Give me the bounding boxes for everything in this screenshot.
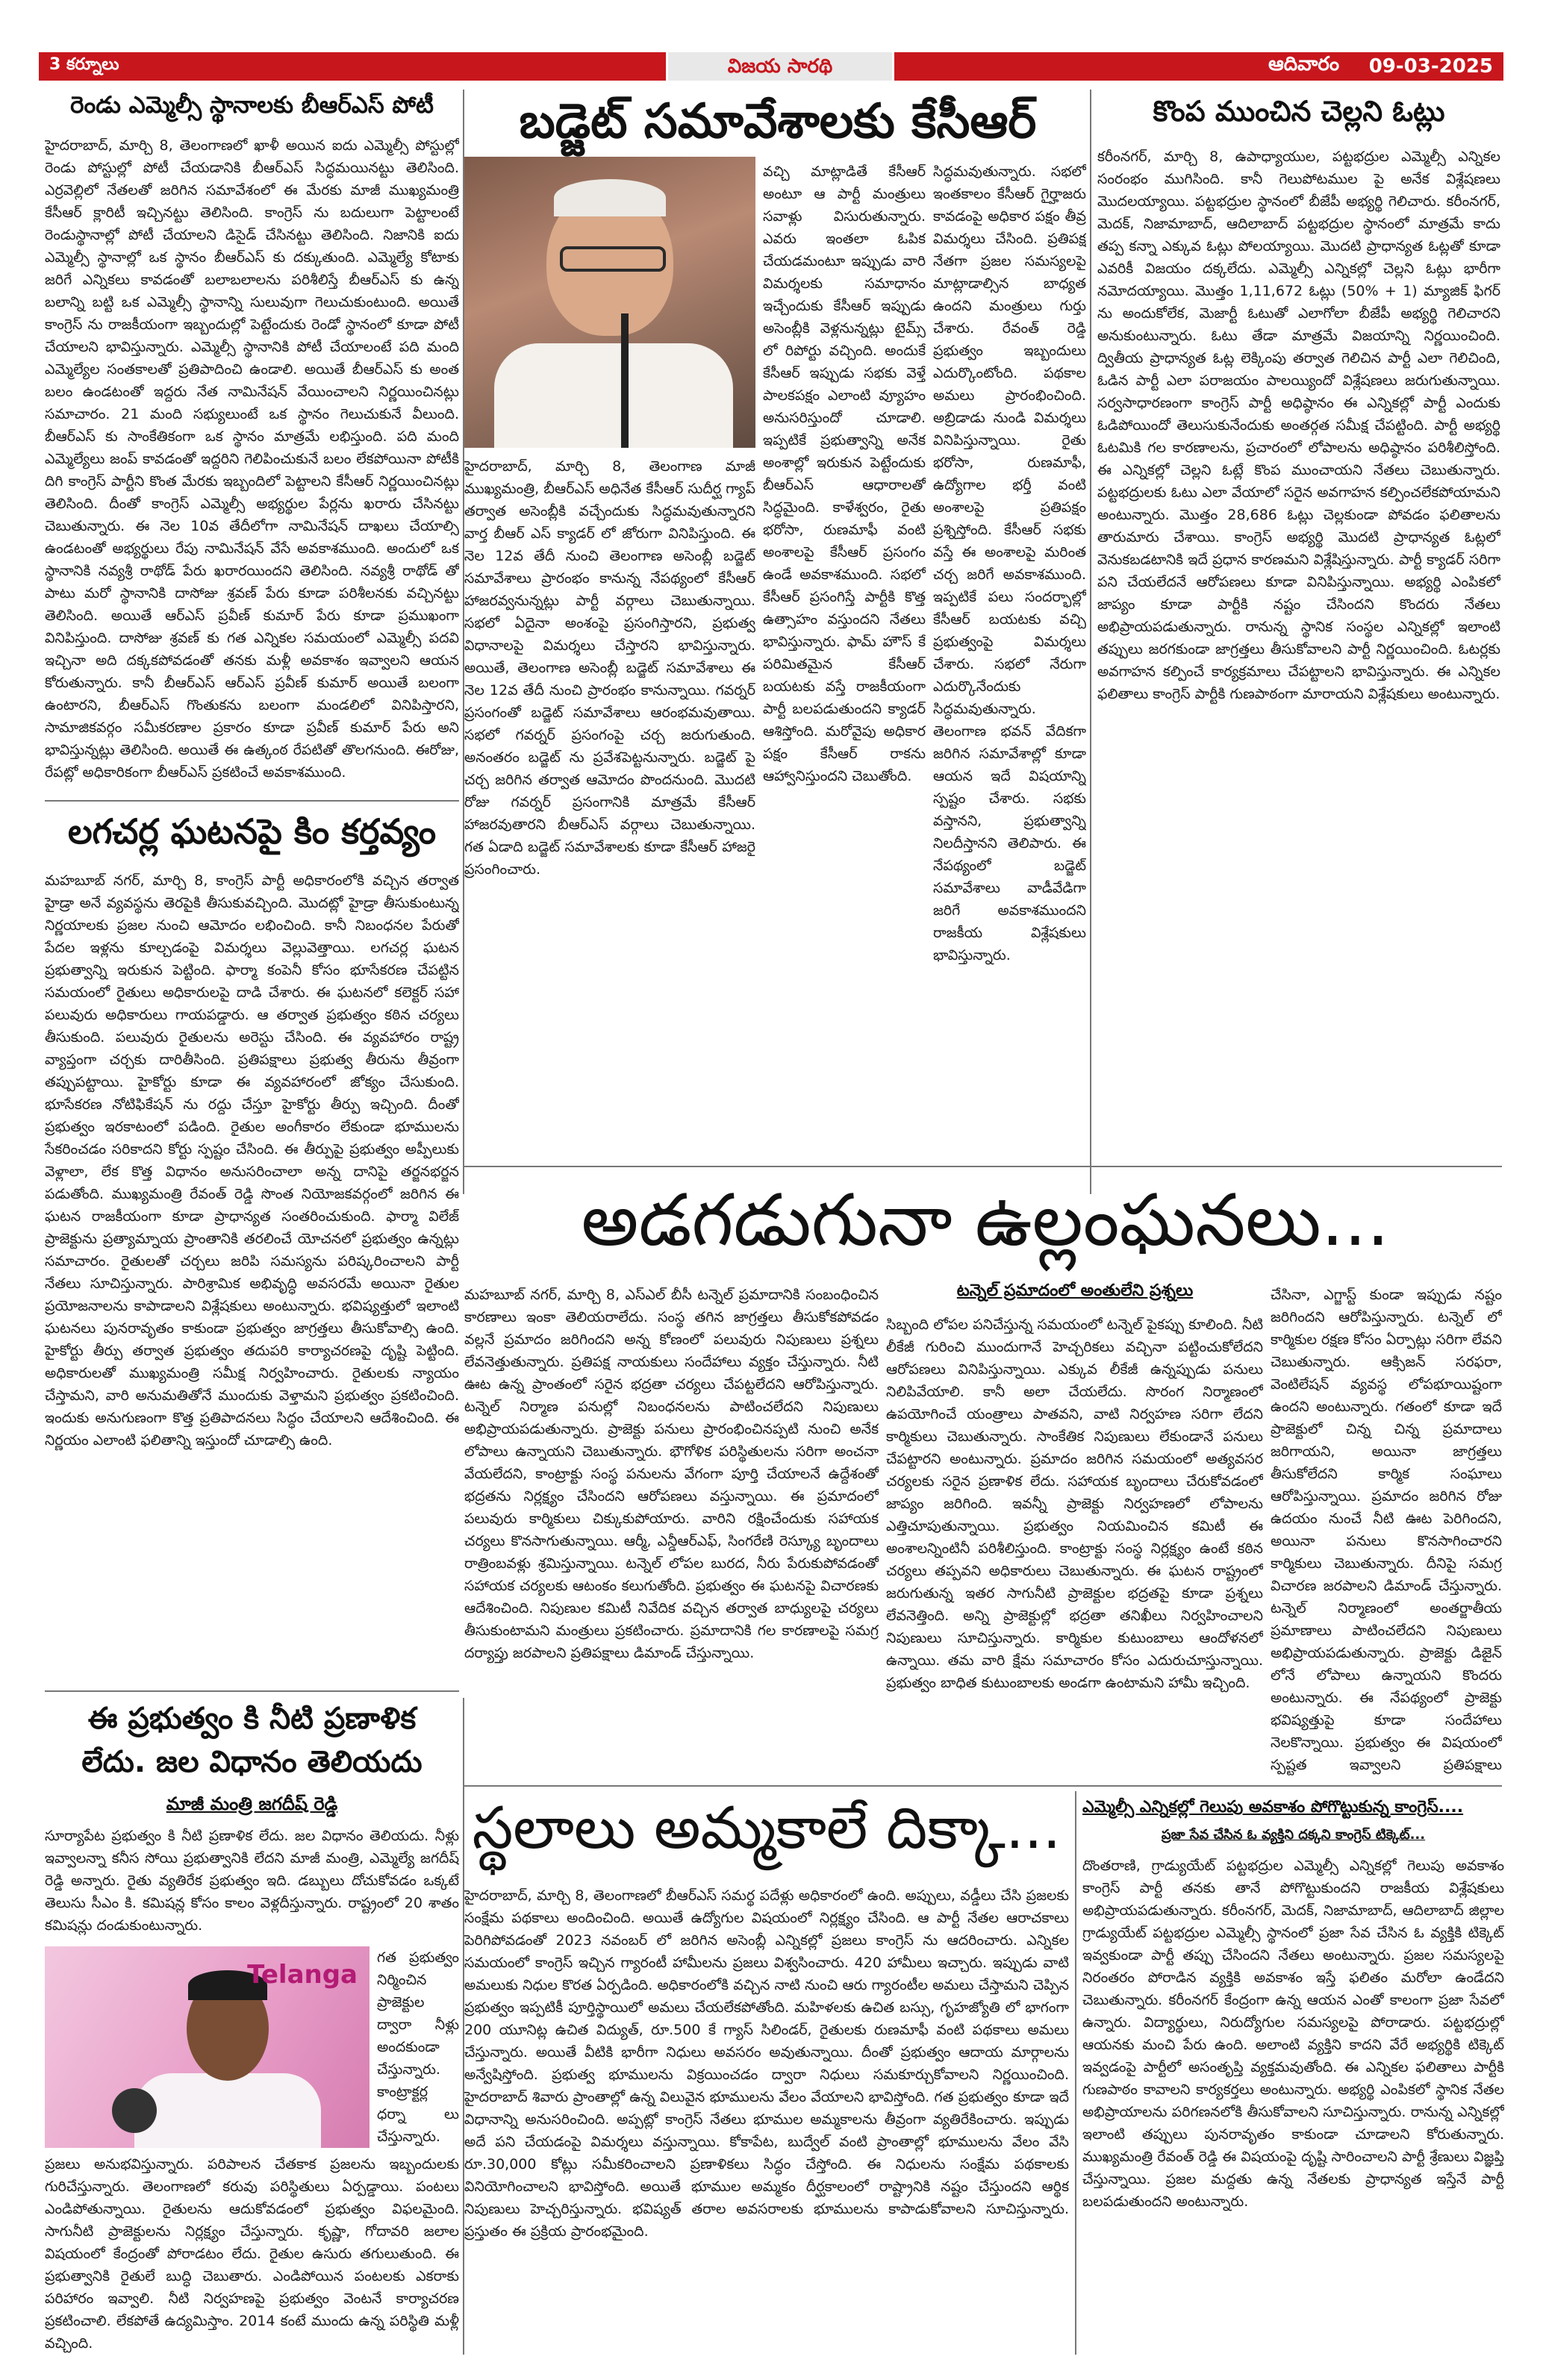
section-rule: [45, 1690, 459, 1692]
masthead-bar: [39, 52, 1503, 81]
jagadish-reddy-photo: [45, 1946, 370, 2148]
article-3-headline: కొంప ముంచిన చెల్లని ఓట్లు: [1153, 95, 1445, 128]
issue-date: 09-03-2025: [1368, 55, 1493, 78]
article-2-body-mid: వచ్చి మాట్లాడితే కేసీఆర్ అంటూ ఆ పార్టీ మంత్రులు సవాళ్లు విసురుతున్నారు. ఎవరు ఇంతలా ఓపిక చేయడమంటూ ఇప్పుడు వారి విమర్శలకు సమాధానం ఇచ్చేందుకు కేసీఆర్ ఇప్పుడు అసెంబ్లీకి వెళ్లనున్నట్లు టైమ్స్ లో రిపోర్టు వచ్చింది. అందుకే కేసీఆర్ ఇప్పుడు సభకు వెళ్తే పాలకపక్షం ఎలాంటి వ్యూహం అనుసరిస్తుందో చూడాలి. ఇప్పటికే ప్రభుత్వాన్ని అనేక అంశాల్లో ఇరుకున పెట్టేందుకు బీఆర్ఎస్ ఆధారాలతో సిద్ధమైంది. కాళేశ్వరం, రైతు భరోసా, రుణమాఫీ వంటి అంశాలపై కేసీఆర్ ప్రసంగం ఉండే అవకాశముంది. సభలో కేసీఆర్ ప్రసంగిస్తే పార్టీకి కొత్త ఉత్సాహం వస్తుందని నేతలు భావిస్తున్నారు. ఫామ్ హౌస్ కే పరిమితమైన కేసీఆర్ బయటకు వస్తే రాజకీయంగా పార్టీ బలపడుతుందని క్యాడర్ ఆశిస్తోంది. మరోవైపు అధికార పక్షం కేసీఆర్ రాకను ఆహ్వానిస్తుందని చెబుతోంది.: [763, 163, 926, 784]
article-7-body: హైదరాబాద్, మార్చి 8, తెలంగాణలో బీఆర్ఎస్ సమర్థ పదేళ్లు అధికారంలో ఉంది. అప్పులు, వడ్డీలు చేసి ప్రజలకు సంక్షేమ పథకాలు అందించింది. అయితే ఉద్యోగుల విషయంలో నిర్లక్ష్యం చేసింది. ఆ పార్టీ నేతల ఆరాచకాలు పెరిగిపోవడంతో 2023 నవంబర్ లో జరిగిన అసెంబ్లీ ఎన్నికల్లో ప్రజలు కాంగ్రెస్ ను ఆదరించారు. ఎన్నికల సమయంలో కాంగ్రెస్ ఇచ్చిన గ్యారంటీ హామీలను ప్రజలు విశ్వసించారు. 420 హామీలు ఇచ్చారు. ఇప్పుడు వాటి అమలుకు నిధుల కొరత ఏర్పడింది. అధికారంలోకి వచ్చిన నాటి నుంచి ఆరు గ్యారంటీల అమలు చేస్తామని చెప్పిన ప్రభుత్వం ఇప్పటికీ పూర్తిస్థాయిలో అమలు చేయలేకపోతోంది. మహిళలకు ఉచిత బస్సు, గృహజ్యోతి లో భాగంగా 200 యూనిట్ల ఉచిత విద్యుత్, రూ.500 కే గ్యాస్ సిలిండర్, రైతులకు రుణమాఫీ వంటి పథకాలు అమలు చేస్తున్నారు. అయితే వీటికి భారీగా నిధులు అవసరం అవుతున్నాయి. దీంతో ప్రభుత్వం ఆదాయ మార్గాలను అన్వేషిస్తోంది. ప్రభుత్వ భూములను విక్రయించడం ద్వారా నిధులు సమకూర్చుకోవాలని నిర్ణయించింది. హైదరాబాద్ శివారు ప్రాంతాల్లో ఉన్న విలువైన భూములను వేలం వేయాలని భావిస్తోంది. గత ప్రభుత్వం కూడా ఇదే విధానాన్ని అనుసరించింది. అప్పట్లో కాంగ్రెస్ నేతలు భూముల అమ్మకాలను తీవ్రంగా వ్యతిరేకించారు. ఇప్పుడు అదే పని చేయడంపై విమర్శలు వస్తున్నాయి. కోకాపేట, బుద్వేల్ వంటి ప్రాంతాల్లో భూములను వేలం వేసి రూ.30,000 కోట్లు సమీకరించాలని ప్రణాళికలు సిద్ధం చేస్తోంది. ఈ నిధులను సంక్షేమ పథకాలకు వినియోగించాలని భావిస్తోంది. అయితే భూముల అమ్మకం దీర్ఘకాలంలో రాష్ట్రానికి నష్టం చేస్తుందని ఆర్థిక నిపుణులు హెచ్చరిస్తున్నారు. భవిష్యత్ తరాల అవసరాలకు భూములను కాపాడుకోవాలని సూచిస్తున్నారు. ప్రస్తుతం ఈ ప్రక్రియ ప్రారంభమైంది.: [464, 1887, 1069, 2240]
article-6-body-top: సూర్యాపేట ప్రభుత్వం కి నీటి ప్రణాళిక లేదు. జల విధానం తెలియదు. నీళ్లు ఇవ్వాలన్నా కనీస సోయి ప్రభుత్వానికి లేదని మాజీ మంత్రి, ఎమ్మెల్యే జగదీష్ రెడ్డి అన్నారు. రైతు వ్యతిరేక ప్రభుత్వం ఇది. డబ్బులు దోచుకోవడం ఒక్కటే తెలుసు సీఎం కి. కమిషన్ల కోసం కాలం వెళ్లదీస్తున్నారు. రాష్ట్రంలో 20 శాతం కమిషన్లు దండుకుంటున్నారు.: [45, 1828, 459, 1934]
section-rule: [45, 800, 459, 802]
article-5-body-left: మహబూబ్ నగర్, మార్చి 8, ఎస్ఎల్ బీసీ టన్నెల్ ప్రమాదానికి సంబంధించిన కారణాలు ఇంకా తెలియరాలేదు. సంస్థ తగిన జాగ్రత్తలు తీసుకోకపోవడం వల్లనే ప్రమాదం జరిగిందని అన్న కోణంలో పలువురు నిపుణులు ప్రశ్నలు లేవనెత్తుతున్నారు. ప్రతిపక్ష నాయకులు సందేహాలు వ్యక్తం చేస్తున్నారు. నీటి ఊట ఉన్న ప్రాంతంలో సరైన భద్రతా చర్యలు చేపట్టలేదని ఆరోపిస్తున్నారు. టన్నెల్ నిర్మాణ పనుల్లో నిబంధనలను పాటించలేదని నిపుణులు అభిప్రాయపడుతున్నారు. ప్రాజెక్టు పనులు ప్రారంభించినప్పటి నుంచి అనేక లోపాలు ఉన్నాయని చెబుతున్నారు. భౌగోళిక పరిస్థితులను సరిగా అంచనా వేయలేదని, కాంట్రాక్టు సంస్థ పనులను వేగంగా పూర్తి చేయాలనే ఉద్దేశంతో భద్రతను నిర్లక్ష్యం చేసిందని ఆరోపణలు వస్తున్నాయి. ఈ ప్రమాదంలో పలువురు కార్మికులు చిక్కుకుపోయారు. వారిని రక్షించేందుకు సహాయక చర్యలు కొనసాగుతున్నాయి. ఆర్మీ, ఎన్డీఆర్ఎఫ్, సింగరేణి రెస్క్యూ బృందాలు రాత్రింబవళ్లు శ్రమిస్తున్నాయి. టన్నెల్ లోపల బురద, నీరు పేరుకుపోవడంతో సహాయక చర్యలకు ఆటంకం కలుగుతోంది. ప్రభుత్వం ఈ ఘటనపై విచారణకు ఆదేశించింది. నిపుణుల కమిటీ నివేదిక వచ్చిన తర్వాత బాధ్యులపై చర్యలు తీసుకుంటామని మంత్రులు ప్రకటించారు. ప్రమాదానికి గల కారణాలపై సమగ్ర దర్యాప్తు జరపాలని ప్రతిపక్షాలు డిమాండ్ చేస్తున్నాయి.: [464, 1287, 879, 1661]
article-6-body-side: గత ప్రభుత్వం నిర్మించిన ప్రాజెక్టుల ద్వారా నీళ్లు అందకుండా చేస్తున్నారు. కాంట్రాక్టర్ల ధర్నా లు చేస్తున్నారు.: [377, 1949, 459, 2145]
article-4-body: మహబూబ్ నగర్, మార్చి 8, కాంగ్రెస్ పార్టీ అధికారంలోకి వచ్చిన తర్వాత హైడ్రా అనే వ్యవస్థను తెరపైకి తీసుకువచ్చింది. మొదట్లో హైడ్రా తీసుకుంటున్న నిర్ణయాలకు ప్రజల నుంచి ఆమోదం లభించింది. కానీ నిబంధనల పేరుతో పేదల ఇళ్లను కూల్చడంపై విమర్శలు వెల్లువెత్తాయి. లగచర్ల ఘటన ప్రభుత్వాన్ని ఇరుకున పెట్టింది. ఫార్మా కంపెనీ కోసం భూసేకరణ చేపట్టిన సమయంలో రైతులు అధికారులపై దాడి చేశారు. ఈ ఘటనలో కలెక్టర్ సహా పలువురు అధికారులు గాయపడ్డారు. ఆ తర్వాత ప్రభుత్వం కఠిన చర్యలు తీసుకుంది. పలువురు రైతులను అరెస్టు చేసింది. ఈ వ్యవహారం రాష్ట్ర వ్యాప్తంగా చర్చకు దారితీసింది. ప్రతిపక్షాలు ప్రభుత్వ తీరును తీవ్రంగా తప్పుపట్టాయి. హైకోర్టు కూడా ఈ వ్యవహారంలో జోక్యం చేసుకుంది. భూసేకరణ నోటిఫికేషన్ ను రద్దు చేస్తూ హైకోర్టు తీర్పు ఇచ్చింది. దీంతో ప్రభుత్వం ఇరకాటంలో పడింది. రైతుల అంగీకారం లేకుండా భూములను సేకరించడం సరికాదని కోర్టు స్పష్టం చేసింది. ఈ తీర్పుపై ప్రభుత్వం అప్పీలుకు వెళ్లాలా, లేక కొత్త విధానం అనుసరించాలా అన్న దానిపై తర్జనభర్జన పడుతోంది. ముఖ్యమంత్రి రేవంత్ రెడ్డి సొంత నియోజకవర్గంలో జరిగిన ఈ ఘటన రాజకీయంగా కూడా ప్రాధాన్యత సంతరించుకుంది. ఫార్మా విలేజ్ ప్రాజెక్టును ప్రత్యామ్నాయ ప్రాంతానికి తరలించే యోచనలో ప్రభుత్వం ఉన్నట్లు సమాచారం. రైతులతో చర్చలు జరిపి సమస్యను పరిష్కరించాలని పార్టీ నేతలు సూచిస్తున్నారు. పారిశ్రామిక అభివృద్ధి అవసరమే అయినా రైతుల ప్రయోజనాలను కాపాడాలని విశ్లేషకులు అంటున్నారు. భవిష్యత్తులో ఇలాంటి ఘటనలు పునరావృతం కాకుండా ప్రభుత్వం జాగ్రత్తలు తీసుకోవాల్సి ఉంది. హైకోర్టు తీర్పు తర్వాత ప్రభుత్వం తదుపరి కార్యాచరణపై దృష్టి పెట్టింది. అధికారులతో ముఖ్యమంత్రి సమీక్ష నిర్వహించారు. రైతులకు న్యాయం చేస్తామని, వారి అనుమతితోనే ముందుకు వెళ్తామని ప్రభుత్వం ప్రకటించింది. ఇందుకు అనుగుణంగా కొత్త ప్రతిపాదనలు సిద్ధం చేయాలని ఆదేశించింది. ఈ నిర్ణయం ఎలాంటి ఫలితాన్ని ఇస్తుందో చూడాల్సి ఉంది.: [45, 872, 459, 1449]
article-5-headline: అడగడుగునా ఉల్లంఘనలు...: [581, 1178, 1390, 1262]
article-6-byline: మాజీ మంత్రి జగదీష్ రెడ్డి: [166, 1793, 338, 1814]
kcr-photo: [464, 157, 755, 448]
article-2-headline: బడ్జెట్ సమావేశాలకు కేసీఆర్: [519, 94, 1037, 149]
issue-day: ఆదివారం: [1268, 53, 1339, 75]
article-4-headline: లగచర్ల ఘటనపై కిం కర్తవ్యం: [67, 811, 437, 852]
article-6-headline-line2: లేదు. జల విధానం తెలియదు: [81, 1745, 423, 1779]
section-rule: [464, 1785, 1502, 1787]
photo-brand-text: Telanga: [247, 1960, 358, 1990]
article-5-subhead: టన్నెల్ ప్రమాదంలో అంతులేని ప్రశ్నలు: [956, 1281, 1194, 1300]
article-5-body-right: చేసినా, ఎగ్జాస్ట్ కుండా ఇప్పుడు నష్టం జరిగిందని ఆరోపిస్తున్నారు. టన్నెల్ లో కార్మికుల రక్షణ కోసం ఏర్పాట్లు సరిగా లేవని చెబుతున్నారు. ఆక్సిజన్ సరఫరా, వెంటిలేషన్ వ్యవస్థ లోపభూయిష్టంగా ఉందని అంటున్నారు. గతంలో కూడా ఇదే ప్రాజెక్టులో చిన్న చిన్న ప్రమాదాలు జరిగాయని, అయినా జాగ్రత్తలు తీసుకోలేదని కార్మిక సంఘాలు ఆరోపిస్తున్నాయి. ప్రమాదం జరిగిన రోజు ఉదయం నుంచే నీటి ఊట పెరిగిందని, అయినా పనులు కొనసాగించారని కార్మికులు చెబుతున్నారు. దీనిపై సమగ్ర విచారణ జరపాలని డిమాండ్ చేస్తున్నారు. టన్నెల్ నిర్మాణంలో అంతర్జాతీయ ప్రమాణాలు పాటించలేదని నిపుణులు అభిప్రాయపడుతున్నారు. ప్రాజెక్టు డిజైన్ లోనే లోపాలు ఉన్నాయని కొందరు అంటున్నారు. ఈ నేపథ్యంలో ప్రాజెక్టు భవిష్యత్తుపై కూడా సందేహాలు నెలకొన్నాయి. ప్రభుత్వం ఈ విషయంలో స్పష్టత ఇవ్వాలని ప్రతిపక్షాలు: [1271, 1287, 1502, 1773]
column-rule: [1090, 90, 1091, 1194]
article-6-headline-line1: ఈ ప్రభుత్వం కి నీటి ప్రణాళిక: [87, 1702, 417, 1736]
section-rule: [464, 1166, 1502, 1167]
article-6-body-bottom: ప్రజలు అనుభవిస్తున్నారు. పరిపాలన చేతకాక ప్రజలను ఇబ్బందులకు గురిచేస్తున్నారు. తెలంగాణలో కరువు పరిస్థితులు ఏర్పడ్డాయి. పంటలు ఎండిపోతున్నాయి. రైతులను ఆదుకోవడంలో ప్రభుత్వం విఫలమైంది. సాగునీటి ప్రాజెక్టులను నిర్లక్ష్యం చేస్తున్నారు. కృష్ణా, గోదావరి జలాల విషయంలో కేంద్రంతో పోరాడటం లేదు. రైతుల ఉసురు తగులుతుంది. ఈ ప్రభుత్వానికి రైతులే బుద్ధి చెబుతారు. ఎండిపోయిన పంటలకు ఎకరాకు పరిహారం ఇవ్వాలి. నీటి నిర్వహణపై ప్రభుత్వం వెంటనే కార్యాచరణ ప్రకటించాలి. లేకపోతే ఉద్యమిస్తాం. 2014 కంటే ముందు ఉన్న పరిస్థితి మళ్లీ వచ్చింది.: [45, 2156, 459, 2352]
article-1-body: హైదరాబాద్, మార్చి 8, తెలంగాణలో ఖాళీ అయిన ఐదు ఎమ్మెల్సీ పోస్టుల్లో రెండు పోస్టుల్లో పోటీ చేయడానికి బీఆర్ఎస్ సిద్ధమయినట్టు తెలిసింది. ఎర్రవెల్లిలో నేతలతో జరిగిన సమావేశంలో ఈ మేరకు మాజీ ముఖ్యమంత్రి కేసీఆర్ క్లారిటీ ఇచ్చినట్టు తెలిసింది. కాంగ్రెస్ ను బదులుగా పెట్టాలంటే రెండుస్థానాల్లో పోటీ చేయాలని డిసైడ్ చేసినట్టు తెలిసింది. నిజానికి ఐదు ఎమ్మెల్సీ స్థానాల్లో ఒక స్థానం బీఆర్ఎస్ కు దక్కుతుంది. ఎమ్మెల్యే కోటాకు జరిగే ఎన్నికలు కావడంతో బలాబలాలను పరిశీలిస్తే బీఆర్ఎస్ కు ఉన్న బలాన్ని బట్టి ఒక ఎమ్మెల్సీ స్థానాన్ని సులువుగా గెలుచుకుంటుంది. అయితే కాంగ్రెస్ ను రాజకీయంగా ఇబ్బందుల్లో పెట్టేందుకు రెండో స్థానంలో కూడా పోటీ చేయాలని భావిస్తున్నారు. ఎమ్మెల్సీ స్థానానికి పోటీ చేయాలంటే పది మంది ఎమ్మెల్యేల సంతకాలతో ప్రతిపాదించి ఉండాలి. అయితే బీఆర్ఎస్ కు అంత బలం ఉండటంతో ఇద్దరు నేత నామినేషన్ వేయించాలని నిర్ణయించినట్లు సమాచారం. 21 మంది సభ్యులుంటే ఒక స్థానం గెలుచుకునే వీలుంది. బీఆర్ఎస్ కు సాంకేతికంగా ఒక స్థానం మాత్రమే లభిస్తుంది. పది మంది ఎమ్మెల్యేలు జంప్ కావడంతో ఇద్దరిని గెలిపించుకునే బలం లేకపోయినా పోటీకి దిగి కాంగ్రెస్ పార్టీని కొంత మేరకు ఇబ్బందిలో పెట్టాలని కేసీఆర్ నిర్ణయించినట్లు తెలిసింది. దీంతో కాంగ్రెస్ ఎమ్మెల్సీ అభ్యర్థుల పేర్లను ఖరారు చేసినట్టు చెబుతున్నారు. ఈ నెల 10వ తేదీలోగా నామినేషన్ దాఖలు చేయాల్సి ఉండటంతో అభ్యర్థులు రేపు నామినేషన్ వేసే అవకాశముంది. అందులో ఒక స్థానానికి నవ్యశ్రీ రాథోడ్ పేరు ఖరారయిందని తెలిసింది. నవ్యశ్రీ రాథోడ్ తో పాటు మరో స్థానానికి దాసోజు శ్రవణ్ పేరు కూడా పరిశీలనకు వచ్చినట్టు తెలిసింది. అయితే ఆర్ఎస్ ప్రవీణ్ కుమార్ పేరు కూడా ప్రముఖంగా వినిపిస్తుంది. దాసోజు శ్రవణ్ కు గత ఎన్నికల సమయంలో ఎమ్మెల్సీ పదవి ఇచ్చినా అది దక్కకపోవడంతో తనకు మళ్లీ అవకాశం ఇవ్వాలని ఆయన కోరుతున్నారు. కానీ బీఆర్ఎస్ ఆర్ఎస్ ప్రవీణ్ కుమార్ అయితే బలంగా ఉంటారని, బీఆర్ఎస్ గొంతుకను బలంగా మండలిలో వినిపిస్తారని, సామాజికవర్గం సమీకరణాల ప్రకారం కూడా ప్రవీణ్ కుమార్ పేరు అని భావిస్తున్నట్లు తెలిసింది. అయితే ఈ ఉత్కంఠ రేపటితో తొలగనుంది. ఈరోజు, రేపట్లో అధికారికంగా బీఆర్ఎస్ ప్రకటించే అవకాశముంది.: [45, 137, 459, 781]
article-1-headline: రెండు ఎమ్మెల్సీ స్థానాలకు బీఆర్ఎస్ పోటీ: [70, 92, 434, 119]
article-7-headline: స్థలాలు అమ్మకాలే దిక్కా...: [472, 1795, 1062, 1862]
article-8-headline: ఎమ్మెల్సీ ఎన్నికల్లో గెలుపు అవకాశం పోగొట్టుకున్న కాంగ్రెస్....: [1082, 1798, 1464, 1817]
article-8-subhead: ప్రజా సేవ చేసిన ఓ వ్యక్తిని దక్కని కాంగ్రెస్ టిక్కెట్...: [1161, 1827, 1426, 1843]
article-2-body-right: సిద్ధమవుతున్నారు. సభలో ఇంతకాలం కేసీఆర్ గైర్హాజరు కావడంపై అధికార పక్షం తీవ్ర విమర్శలు చేసింది. ప్రతిపక్ష నేతగా ప్రజల సమస్యలపై మాట్లాడాల్సిన బాధ్యత ఉందని మంత్రులు గుర్తు చేశారు. రేవంత్ రెడ్డి ప్రభుత్వం ఇబ్బందులు ఎదుర్కొంటోంది. పథకాల అమలు ప్రారంభించింది. అబ్రిడాడు నుండి విమర్శలు వినిపిస్తున్నాయి. రైతు భరోసా, రుణమాఫీ, ఉద్యోగాల భర్తీ వంటి అంశాలపై ప్రతిపక్షం ప్రశ్నిస్తోంది. కేసీఆర్ సభకు వస్తే ఈ అంశాలపై మరింత చర్చ జరిగే అవకాశముంది. ఇప్పటికే పలు సందర్భాల్లో కేసీఆర్ బయటకు వచ్చి ప్రభుత్వంపై విమర్శలు చేశారు. సభలో నేరుగా ఎదుర్కొనేందుకు సిద్ధమవుతున్నారు. తెలంగాణ భవన్ వేదికగా జరిగిన సమావేశాల్లో కూడా ఆయన ఇదే విషయాన్ని స్పష్టం చేశారు. సభకు వస్తానని, ప్రభుత్వాన్ని నిలదీస్తానని తెలిపారు. ఈ నేపథ్యంలో బడ్జెట్ సమావేశాలు వాడీవేడిగా జరిగే అవకాశముందని రాజకీయ విశ్లేషకులు భావిస్తున్నారు.: [933, 163, 1086, 963]
article-2-body-left: హైదరాబాద్, మార్చి 8, తెలంగాణ మాజీ ముఖ్యమంత్రి, బీఆర్ఎస్ అధినేత కేసీఆర్ సుదీర్ఘ గ్యాప్ తర్వాత అసెంబ్లీకి వచ్చేందుకు సిద్ధమవుతున్నారని వార్త బీఆర్ ఎస్ క్యాడర్ లో జోరుగా వినిపిస్తుంది. ఈ నెల 12వ తేదీ నుంచి తెలంగాణ అసెంబ్లీ బడ్జెట్ సమావేశాలు ప్రారంభం కానున్న నేపథ్యంలో కేసీఆర్ హాజరవ్వనున్నట్లు పార్టీ వర్గాలు చెబుతున్నాయి. సభలో ఏదైనా అంశంపై ప్రసంగిస్తారని, ప్రభుత్వ విధానాలపై విమర్శలు చేస్తారని భావిస్తున్నారు. అయితే, తెలంగాణ అసెంబ్లీ బడ్జెట్ సమావేశాలు ఈ నెల 12వ తేదీ నుంచి ప్రారంభం కానున్నాయి. గవర్నర్ ప్రసంగంతో బడ్జెట్ సమావేశాలు ఆరంభమవుతాయి. సభలో గవర్నర్ ప్రసంగంపై చర్చ జరుగుతుంది. అనంతరం బడ్జెట్ ను ప్రవేశపెట్టనున్నారు. బడ్జెట్ పై చర్చ జరిగిన తర్వాత ఆమోదం పొందనుంది. మొదటి రోజు గవర్నర్ ప్రసంగానికి మాత్రమే కేసీఆర్ హాజరవుతారని బీఆర్ఎస్ వర్గాలు చెబుతున్నాయి. గత ఏడాది బడ్జెట్ సమావేశాలకు కూడా కేసీఆర్ హాజరై ప్రసంగించారు.: [464, 458, 755, 878]
page-label: 3 కర్నూలు: [49, 55, 119, 74]
paper-name: విజయ సారథి: [666, 52, 894, 81]
column-rule: [1075, 1791, 1076, 2355]
article-5-body-mid: సిబ్బంది లోపల పనిచేస్తున్న సమయంలో టన్నెల్ పైకప్పు కూలింది. నీటి లీకేజీ గురించి ముందుగానే హెచ్చరికలు వచ్చినా పట్టించుకోలేదని ఆరోపణలు వినిపిస్తున్నాయి. ఎక్కువ లీకేజీ ఉన్నప్పుడు పనులు నిలిపివేయాలి. కానీ అలా చేయలేదు. సొరంగ నిర్మాణంలో ఉపయోగించే యంత్రాలు పాతవని, వాటి నిర్వహణ సరిగా లేదని కార్మికులు చెబుతున్నారు. సాంకేతిక నిపుణులు లేకుండానే పనులు చేపట్టారని అంటున్నారు. ప్రమాదం జరిగిన సమయంలో అత్యవసర చర్యలకు సరైన ప్రణాళిక లేదు. సహాయక బృందాలు చేరుకోవడంలో జాప్యం జరిగింది. ఇవన్నీ ప్రాజెక్టు నిర్వహణలో లోపాలను ఎత్తిచూపుతున్నాయి. ప్రభుత్వం నియమించిన కమిటీ ఈ అంశాలన్నింటినీ పరిశీలిస్తుంది. కాంట్రాక్టు సంస్థ నిర్లక్ష్యం ఉంటే కఠిన చర్యలు తప్పవని అధికారులు చెబుతున్నారు. ఈ ఘటన రాష్ట్రంలో జరుగుతున్న ఇతర సాగునీటి ప్రాజెక్టుల భద్రతపై కూడా ప్రశ్నలు లేవనెత్తింది. అన్ని ప్రాజెక్టుల్లో భద్రతా తనిఖీలు నిర్వహించాలని నిపుణులు సూచిస్తున్నారు. కార్మికుల కుటుంబాలు ఆందోళనలో ఉన్నాయి. తమ వారి క్షేమ సమాచారం కోసం ఎదురుచూస్తున్నాయి. ప్రభుత్వం బాధిత కుటుంబాలకు అండగా ఉంటామని హామీ ఇచ్చింది.: [886, 1317, 1263, 1691]
article-8-body: దొంతరాణి, గ్రాడ్యుయేట్ పట్టభద్రుల ఎమ్మెల్సీ ఎన్నికల్లో గెలుపు అవకాశం కాంగ్రెస్ పార్టీ తనకు తానే పోగొట్టుకుందని రాజకీయ విశ్లేషకులు అభిప్రాయపడుతున్నారు. కరీంనగర్, మెదక్, నిజామాబాద్, ఆదిలాబాద్ జిల్లాల గ్రాడ్యుయేట్ పట్టభద్రుల ఎమ్మెల్సీ స్థానంలో ప్రజా సేవ చేసిన ఓ వ్యక్తికి టిక్కెట్ ఇవ్వకుండా పార్టీ తప్పు చేసిందని నేతలు అంటున్నారు. ప్రజల సమస్యలపై నిరంతరం పోరాడిన వ్యక్తికి అవకాశం ఇస్తే ఫలితం మరోలా ఉండేదని చెబుతున్నారు. కరీంనగర్ కేంద్రంగా ఉన్న ఆయన ఎంతో కాలంగా ప్రజా సేవలో ఉన్నారు. విద్యార్థులు, నిరుద్యోగుల సమస్యలపై పోరాడారు. పట్టభద్రుల్లో ఆయనకు మంచి పేరు ఉంది. అలాంటి వ్యక్తిని కాదని వేరే అభ్యర్థికి టిక్కెట్ ఇవ్వడంపై పార్టీలో అసంతృప్తి వ్యక్తమవుతోంది. ఈ ఎన్నికల ఫలితాలు పార్టీకి గుణపాఠం కావాలని కార్యకర్తలు అంటున్నారు. అభ్యర్థి ఎంపికలో స్థానిక నేతల అభిప్రాయాలను పరిగణనలోకి తీసుకోవాలని సూచిస్తున్నారు. రానున్న ఎన్నికల్లో ఇలాంటి తప్పులు పునరావృతం కాకుండా చూడాలని కోరుతున్నారు. ముఖ్యమంత్రి రేవంత్ రెడ్డి ఈ విషయంపై దృష్టి సారించాలని పార్టీ శ్రేణులు విజ్ఞప్తి చేస్తున్నాయి. ప్రజల మద్దతు ఉన్న నేతలకు ప్రాధాన్యత ఇస్తేనే పార్టీ బలపడుతుందని అంటున్నారు.: [1082, 1858, 1504, 2210]
article-3-body: కరీంనగర్, మార్చి 8, ఉపాధ్యాయుల, పట్టభద్రుల ఎమ్మెల్సీ ఎన్నికల సంరంభం ముగిసింది. కానీ గెలుపోటముల పై అనేక విశ్లేషణలు మొదలయ్యాయి. పట్టభద్రుల స్థానంలో బీజేపీ అభ్యర్థి గెలిచారు. కరీంనగర్, మెదక్, నిజామాబాద్, ఆదిలాబాద్ పట్టభద్రుల స్థానంలో మాత్రమే కాదు తప్ప కన్నా ఎక్కువ ఓట్లు పోలయ్యాయి. మొదటి ప్రాధాన్యత ఓట్లతో కూడా ఎవరికీ విజయం దక్కలేదు. ఎమ్మెల్సీ ఎన్నికల్లో చెల్లని ఓట్లు భారీగా నమోదయ్యాయి. మొత్తం 1,11,672 ఓట్లు (50% + 1) మ్యాజిక్ ఫిగర్ ను అందుకోలేక, మెజార్టీ ఓటుతో ఎలాగోలా బీజేపీ అభ్యర్థి గెలిచారని అనుకుంటున్నారు. ఓటు తేడా మాత్రమే విజయాన్ని నిర్ణయించింది. ద్వితీయ ప్రాధాన్యత ఓట్ల లెక్కింపు తర్వాత గెలిచిన పార్టీ ఎలా గెలిచింది, ఓడిన పార్టీ ఎలా పరాజయం పాలయ్యిందో విశ్లేషణలు జరుగుతున్నాయి. సర్వసాధారణంగా కాంగ్రెస్ పార్టీ అధిష్ఠానం ఈ ఎన్నికల్లో పార్టీ ఎందుకు ఓడిపోయిందో తెలుసుకునేందుకు అంతర్గత సమీక్ష చేపట్టింది. పార్టీ అభ్యర్థి ఓటమికి గల కారణాలను, ప్రచారంలో లోపాలను అధిష్ఠానం పరిశీలిస్తోంది. ఈ ఎన్నికల్లో చెల్లని ఓట్లే కొంప ముంచాయని నేతలు చెబుతున్నారు. పట్టభద్రులకు ఓటు ఎలా వేయాలో సరైన అవగాహన కల్పించలేకపోయామని అంటున్నారు. మొత్తం 28,686 ఓట్లు చెల్లకుండా పోవడం ఫలితాలను తారుమారు చేశాయి. కాంగ్రెస్ అభ్యర్థి మొదటి ప్రాధాన్యత ఓట్లలో వెనుకబడటానికి ఇదే ప్రధాన కారణమని విశ్లేషిస్తున్నారు. పార్టీ క్యాడర్ సరిగా పని చేయలేదనే ఆరోపణలు కూడా వినిపిస్తున్నాయి. అభ్యర్థి ఎంపికలో జాప్యం కూడా పార్టీకి నష్టం చేసిందని కొందరు నేతలు అభిప్రాయపడుతున్నారు. రానున్న స్థానిక సంస్థల ఎన్నికల్లో ఇలాంటి తప్పులు జరగకుండా జాగ్రత్తలు తీసుకోవాలని పార్టీ నిర్ణయించింది. ఓటర్లకు అవగాహన కల్పించే కార్యక్రమాలు చేపట్టాలని భావిస్తున్నారు. ఈ ఎన్నికల ఫలితాలు కాంగ్రెస్ పార్టీకి గుణపాఠంగా మారాయని విశ్లేషకులు అంటున్నారు.: [1097, 149, 1500, 702]
